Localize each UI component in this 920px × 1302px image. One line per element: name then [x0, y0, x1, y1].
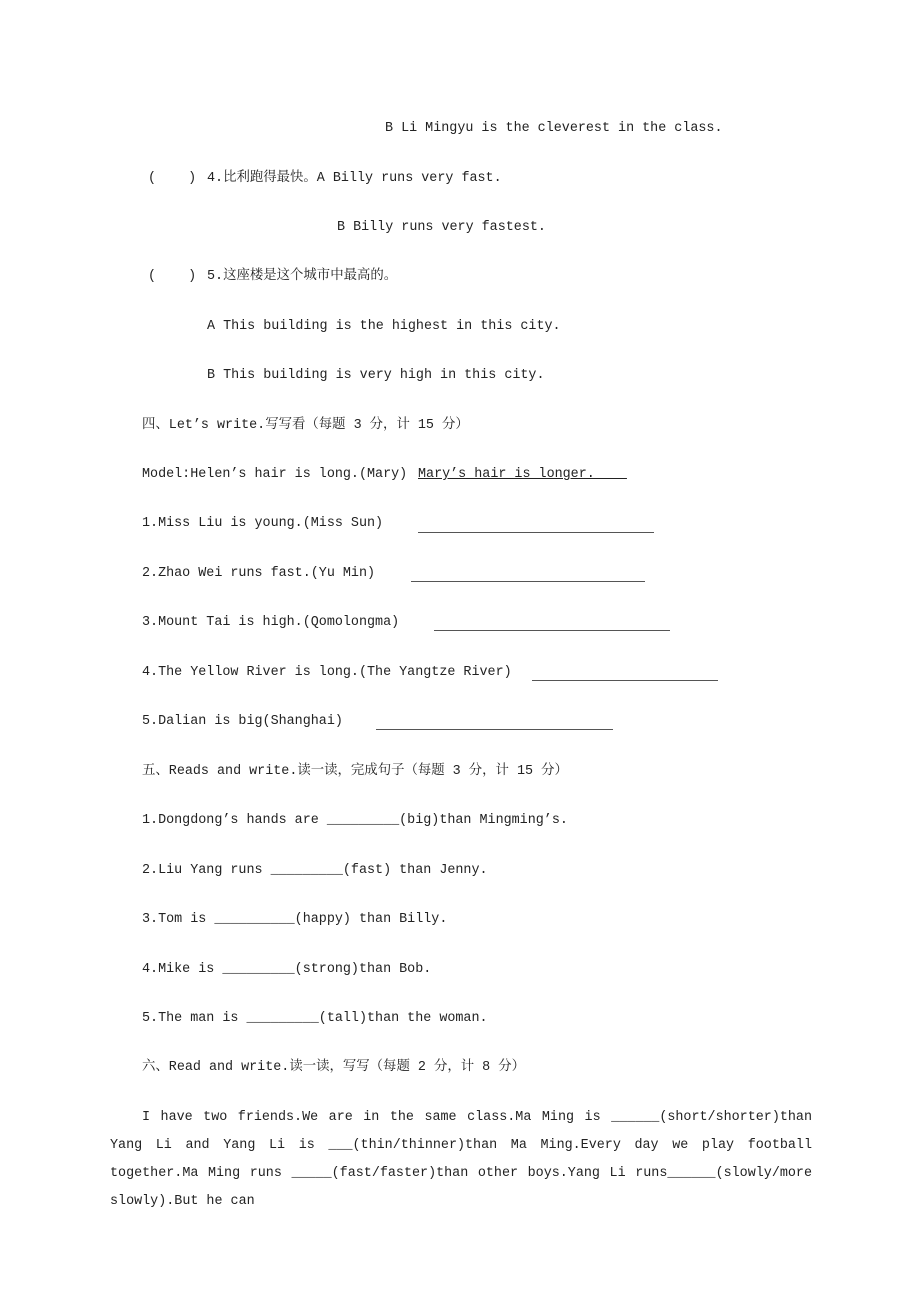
s5-item-4[interactable]: 4.Mike is _________(strong)than Bob. — [142, 962, 432, 977]
s5-item-5[interactable]: 5.The man is _________(tall)than the woman. — [142, 1011, 488, 1026]
q5-option-a: A This building is the highest in this city. — [207, 319, 561, 334]
s4-item-4: 4.The Yellow River is long.(The Yangtze River) — [142, 665, 512, 680]
q5-answer-bracket[interactable]: ( ) — [148, 269, 197, 284]
s4-answer-3[interactable] — [434, 630, 670, 631]
q4-option-b: B Billy runs very fastest. — [337, 220, 546, 235]
model-answer: Mary’s hair is longer. — [418, 467, 627, 482]
s5-item-3[interactable]: 3.Tom is __________(happy) than Billy. — [142, 912, 448, 927]
q5-option-b: B This building is very high in this city. — [207, 368, 545, 383]
section6-title: 六、Read and write.读一读，写写（每题 2 分，计 8 分） — [142, 1060, 525, 1075]
s4-answer-2[interactable] — [411, 581, 645, 582]
s5-item-2[interactable]: 2.Liu Yang runs _________(fast) than Jenny. — [142, 863, 488, 878]
s4-item-2: 2.Zhao Wei runs fast.(Yu Min) — [142, 566, 376, 581]
section4-title: 四、Let’s write.写写看（每题 3 分，计 15 分） — [142, 418, 469, 433]
s4-item-1: 1.Miss Liu is young.(Miss Sun) — [142, 516, 384, 531]
s4-item-3: 3.Mount Tai is high.(Qomolongma) — [142, 615, 400, 630]
s5-item-1[interactable]: 1.Dongdong’s hands are _________(big)than Mingming’s. — [142, 813, 568, 828]
section5-title: 五、Reads and write.读一读，完成句子（每题 3 分，计 15 分） — [142, 764, 568, 779]
q4-answer-bracket[interactable]: ( ) — [148, 171, 197, 186]
s4-answer-5[interactable] — [376, 729, 613, 730]
q5-prompt: 5.这座楼是这个城市中最高的。 — [207, 269, 398, 284]
q4-prompt: 4.比利跑得最快。A Billy runs very fast. — [207, 171, 502, 186]
q3-option-b: B Li Mingyu is the cleverest in the class. — [385, 121, 723, 136]
s6-paragraph[interactable]: I have two friends.We are in the same class.Ma Ming is ______(short/shorter)than Yang Li and Yang Li is ___(thin/thinner)than Ma Ming.Every day we play football together.Ma Ming runs _____(fast/faster)than other boys.Yang Li runs______(slowly/more slowly).But he can — [110, 1110, 812, 1209]
model-prompt: Model:Helen’s hair is long.(Mary) — [142, 467, 408, 482]
s4-item-5: 5.Dalian is big(Shanghai) — [142, 714, 343, 729]
s4-answer-4[interactable] — [532, 680, 718, 681]
s4-answer-1[interactable] — [418, 532, 654, 533]
